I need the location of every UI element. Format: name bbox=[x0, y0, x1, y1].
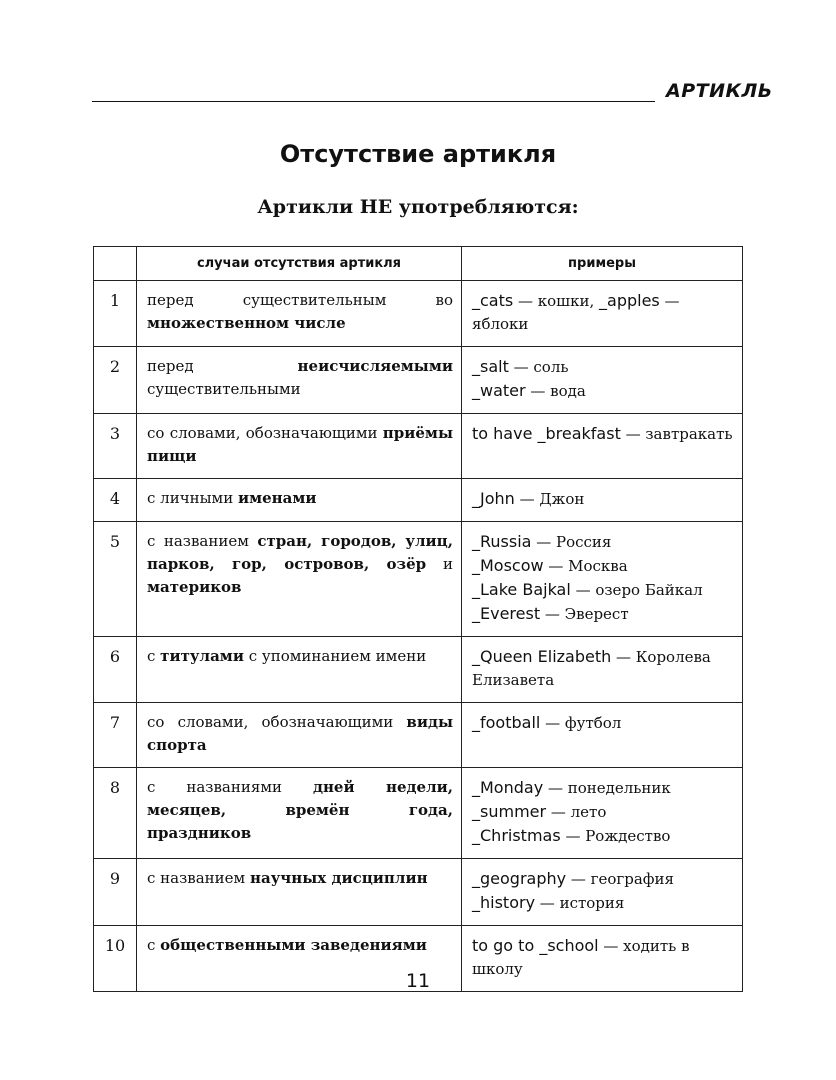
example-translation: — ходить в школу bbox=[472, 937, 690, 978]
example-translation: — Россия bbox=[531, 533, 612, 551]
example-line bbox=[472, 711, 734, 735]
example-line bbox=[472, 355, 734, 379]
example-line bbox=[472, 578, 734, 602]
rule-text: с bbox=[147, 647, 161, 665]
table-row bbox=[94, 414, 743, 479]
examples-cell bbox=[462, 414, 743, 479]
example-english: _Russia bbox=[472, 532, 532, 551]
example-english: _water bbox=[472, 381, 526, 400]
example-translation: — вода bbox=[525, 382, 586, 400]
example-translation: — лето bbox=[546, 803, 607, 821]
rule-text: перед существительным во bbox=[147, 291, 453, 309]
example-line bbox=[472, 379, 734, 403]
rule-keyword: титулами bbox=[160, 647, 244, 665]
example-english: _cats bbox=[472, 291, 514, 310]
examples-cell bbox=[462, 637, 743, 703]
table-header-row bbox=[94, 247, 743, 281]
rule-keyword: множественном числе bbox=[147, 314, 346, 332]
rule-keyword: общественными заведениями bbox=[160, 936, 427, 954]
example-english: to have _breakfast bbox=[472, 424, 621, 443]
example-translation: — Королева Елизавета bbox=[472, 648, 711, 689]
table-row bbox=[94, 479, 743, 522]
rule-cell bbox=[137, 414, 462, 479]
rule-keyword: научных дисциплин bbox=[250, 869, 428, 887]
rule-cell bbox=[137, 347, 462, 414]
rules-table bbox=[93, 246, 743, 992]
row-number: 5 bbox=[94, 522, 137, 637]
rule-cell bbox=[137, 637, 462, 703]
example-line bbox=[472, 554, 734, 578]
row-number: 10 bbox=[94, 926, 137, 992]
example-english: _salt bbox=[472, 357, 509, 376]
example-english: _Christmas bbox=[472, 826, 561, 845]
table-row bbox=[94, 859, 743, 926]
rule-keyword: материков bbox=[147, 578, 242, 596]
table-row bbox=[94, 522, 743, 637]
row-number: 9 bbox=[94, 859, 137, 926]
example-english: _summer bbox=[472, 802, 547, 821]
example-line bbox=[472, 867, 734, 891]
examples-cell bbox=[462, 859, 743, 926]
example-translation: — соль bbox=[508, 358, 569, 376]
example-translation: — завтракать bbox=[620, 425, 733, 443]
rule-cell bbox=[137, 859, 462, 926]
example-line bbox=[472, 645, 734, 692]
rule-cell bbox=[137, 479, 462, 522]
example-line bbox=[472, 289, 734, 336]
rule-text: с названием bbox=[147, 532, 258, 550]
rule-text: с названием bbox=[147, 869, 250, 887]
rule-text: с названиями bbox=[147, 778, 313, 796]
rule-text: существительными bbox=[147, 380, 301, 398]
rule-cell bbox=[137, 768, 462, 859]
example-english: _Monday bbox=[472, 778, 544, 797]
rule-keyword: приёмы пищи bbox=[147, 424, 453, 465]
example-line bbox=[472, 776, 734, 800]
example-english: _geography bbox=[472, 869, 567, 888]
example-english: _John bbox=[472, 489, 515, 508]
header-rule bbox=[92, 101, 655, 102]
running-head: АРТИКЛЬ bbox=[666, 80, 773, 102]
example-translation: — кошки, bbox=[513, 292, 600, 310]
page-number: 11 bbox=[405, 970, 431, 992]
example-line bbox=[472, 891, 734, 915]
example-translation: — Москва bbox=[543, 557, 628, 575]
table-row bbox=[94, 637, 743, 703]
table-row bbox=[94, 281, 743, 347]
example-english: _apples bbox=[599, 291, 660, 310]
row-number: 3 bbox=[94, 414, 137, 479]
rule-text: с личными bbox=[147, 489, 238, 507]
example-line bbox=[472, 800, 734, 824]
example-translation: — Рождество bbox=[560, 827, 671, 845]
example-english: _history bbox=[472, 893, 536, 912]
page-title: Отсутствие артикля bbox=[279, 140, 557, 168]
table-row bbox=[94, 347, 743, 414]
example-translation: — география bbox=[566, 870, 675, 888]
example-english: _Queen Elizabeth bbox=[472, 647, 612, 666]
row-number: 4 bbox=[94, 479, 137, 522]
rule-text: с bbox=[147, 936, 161, 954]
example-line bbox=[472, 487, 734, 511]
example-translation: — Эверест bbox=[540, 605, 629, 623]
example-line bbox=[472, 422, 734, 446]
row-number: 6 bbox=[94, 637, 137, 703]
example-english: to go to _school bbox=[472, 936, 599, 955]
rule-cell bbox=[137, 281, 462, 347]
rule-keyword: именами bbox=[237, 489, 317, 507]
section-subtitle: Артикли НЕ употребляются: bbox=[257, 196, 579, 218]
example-english: _Everest bbox=[472, 604, 541, 623]
example-translation: — футбол bbox=[540, 714, 622, 732]
row-number: 7 bbox=[94, 703, 137, 768]
rule-keyword: неисчисляемыми bbox=[297, 357, 453, 375]
header-num bbox=[94, 247, 137, 281]
example-translation: — Джон bbox=[514, 490, 585, 508]
examples-cell bbox=[462, 281, 743, 347]
rule-text: и bbox=[426, 555, 453, 573]
row-number: 2 bbox=[94, 347, 137, 414]
row-number: 8 bbox=[94, 768, 137, 859]
rule-keyword: виды спорта bbox=[147, 713, 453, 754]
rule-text: со словами, обозначающими bbox=[147, 424, 383, 442]
example-translation: — понедельник bbox=[543, 779, 671, 797]
table-row bbox=[94, 768, 743, 859]
rule-keyword: стран, городов, улиц, парков, гор, островов, озёр bbox=[147, 532, 453, 573]
header-cases: случаи отсутствия артикля bbox=[137, 247, 462, 281]
rule-cell bbox=[137, 522, 462, 637]
examples-cell bbox=[462, 703, 743, 768]
example-translation: — история bbox=[535, 894, 625, 912]
examples-cell bbox=[462, 522, 743, 637]
rule-text: со словами, обозначающими bbox=[147, 713, 407, 731]
examples-cell bbox=[462, 479, 743, 522]
example-english: _Lake Bajkal bbox=[472, 580, 571, 599]
example-english: _football bbox=[472, 713, 541, 732]
example-translation: — озеро Байкал bbox=[570, 581, 703, 599]
example-english: _Moscow bbox=[472, 556, 544, 575]
examples-cell bbox=[462, 347, 743, 414]
rule-text: перед bbox=[147, 357, 298, 375]
row-number: 1 bbox=[94, 281, 137, 347]
rule-keyword: дней недели, месяцев, времён года, праздников bbox=[147, 778, 453, 842]
example-translation: — яблоки bbox=[472, 292, 680, 333]
rule-text: с упоминанием имени bbox=[243, 647, 427, 665]
rules-body bbox=[94, 281, 743, 992]
example-line bbox=[472, 530, 734, 554]
table-row bbox=[94, 703, 743, 768]
example-line bbox=[472, 824, 734, 848]
header-examples: примеры bbox=[462, 247, 743, 281]
example-line bbox=[472, 602, 734, 626]
rule-cell bbox=[137, 703, 462, 768]
examples-cell bbox=[462, 768, 743, 859]
